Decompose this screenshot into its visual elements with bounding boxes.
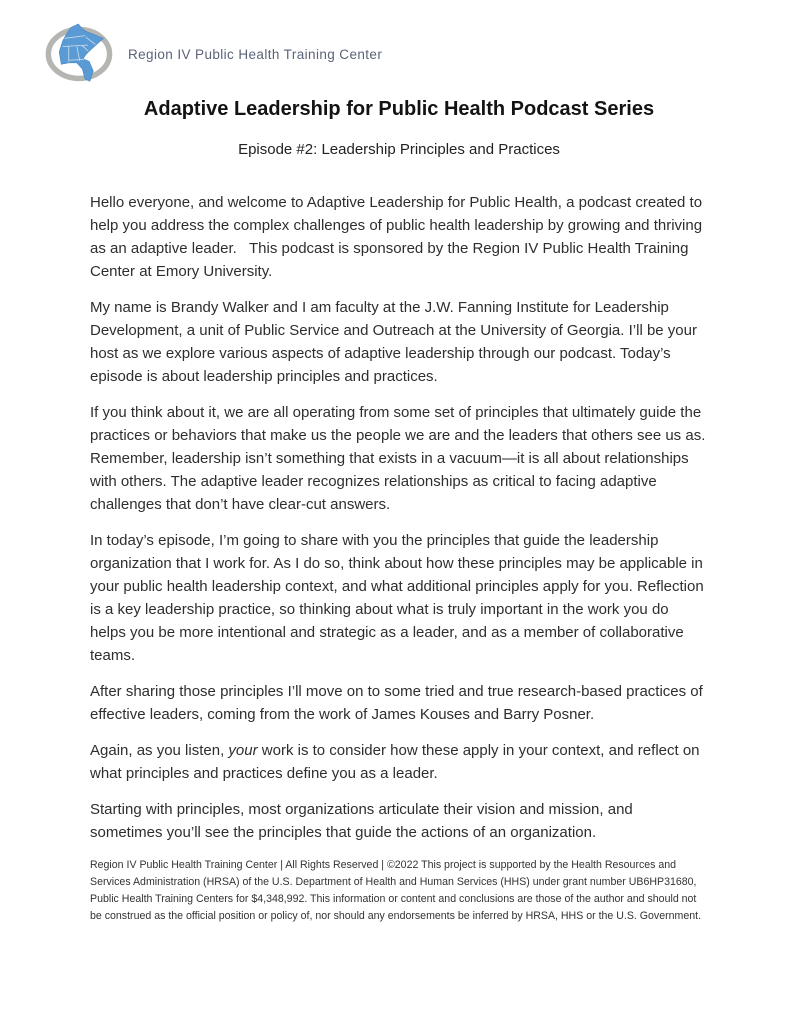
footer-disclaimer: Region IV Public Health Training Center | All Rights Reserved | ©2022 This project is supported by the Health Resources and Services Administration (HRSA) of the U.S. Department of Health and Human Services (HHS) under grant number UB6HP31680, Public Health Training Centers for $4,348,992. This information or content and conclusions are those of the author and should not be construed as the official position or policy of, nor should any endorsements be inferred by HRSA, HHS or the U.S. Government.: [90, 859, 702, 922]
logo-text: Region IV Public Health Training Center: [128, 46, 383, 62]
paragraph: My name is Brandy Walker and I am faculty at the J.W. Fanning Institute for Leadership Development, a unit of Public Service and Outreach at the University of Georgia. I’ll be your host as we explore various aspects of adaptive leadership through our podcast. Today’s episode is about leadership principles and practices.: [90, 299, 697, 385]
paragraph: Again, as you listen, your work is to consider how these apply in your context, and reflect on what principles and practices define you as a leader.: [90, 742, 700, 782]
document-content: [90, 88, 708, 925]
paragraph: If you think about it, we are all operating from some set of principles that ultimately guide the practices or behaviors that make us the people we are and the leaders that others see us as. Remember, leadership isn’t something that exists in a vacuum—it is all about relationships with others. The adaptive leader recognizes relationships as critical to facing adaptive challenges that don’t have clear-cut answers.: [90, 404, 706, 513]
paragraph: After sharing those principles I’ll move on to some tried and true research-based practices of effective leaders, coming from the work of James Kouses and Barry Posner.: [90, 683, 703, 723]
region-iv-map-icon: [42, 20, 120, 88]
episode-subtitle: Episode #2: Leadership Principles and Practices: [238, 141, 560, 158]
paragraph: Starting with principles, most organizations articulate their vision and mission, and sometimes you’ll see the principles that guide the actions of an organization.: [90, 801, 633, 841]
paragraph: In today’s episode, I’m going to share with you the principles that guide the leadership organization that I work for. As I do so, think about how these principles may be applicable in your public health leadership context, and what additional principles apply for you. Reflection is a key leadership practice, so thinking about what is truly important in the work you do helps you be more intentional and strategic as a leader, and as a member of collaborative teams.: [90, 532, 704, 664]
paragraph: Hello everyone, and welcome to Adaptive Leadership for Public Health, a podcast created to help you address the complex challenges of public health leadership by growing and thriving as an adaptive leader. This podcast is sponsored by the Region IV Public Health Training Center at Emory University.: [90, 194, 703, 280]
paragraphs: [90, 191, 708, 844]
logo: [42, 20, 382, 88]
page-title: Adaptive Leadership for Public Health Podcast Series: [143, 98, 655, 120]
